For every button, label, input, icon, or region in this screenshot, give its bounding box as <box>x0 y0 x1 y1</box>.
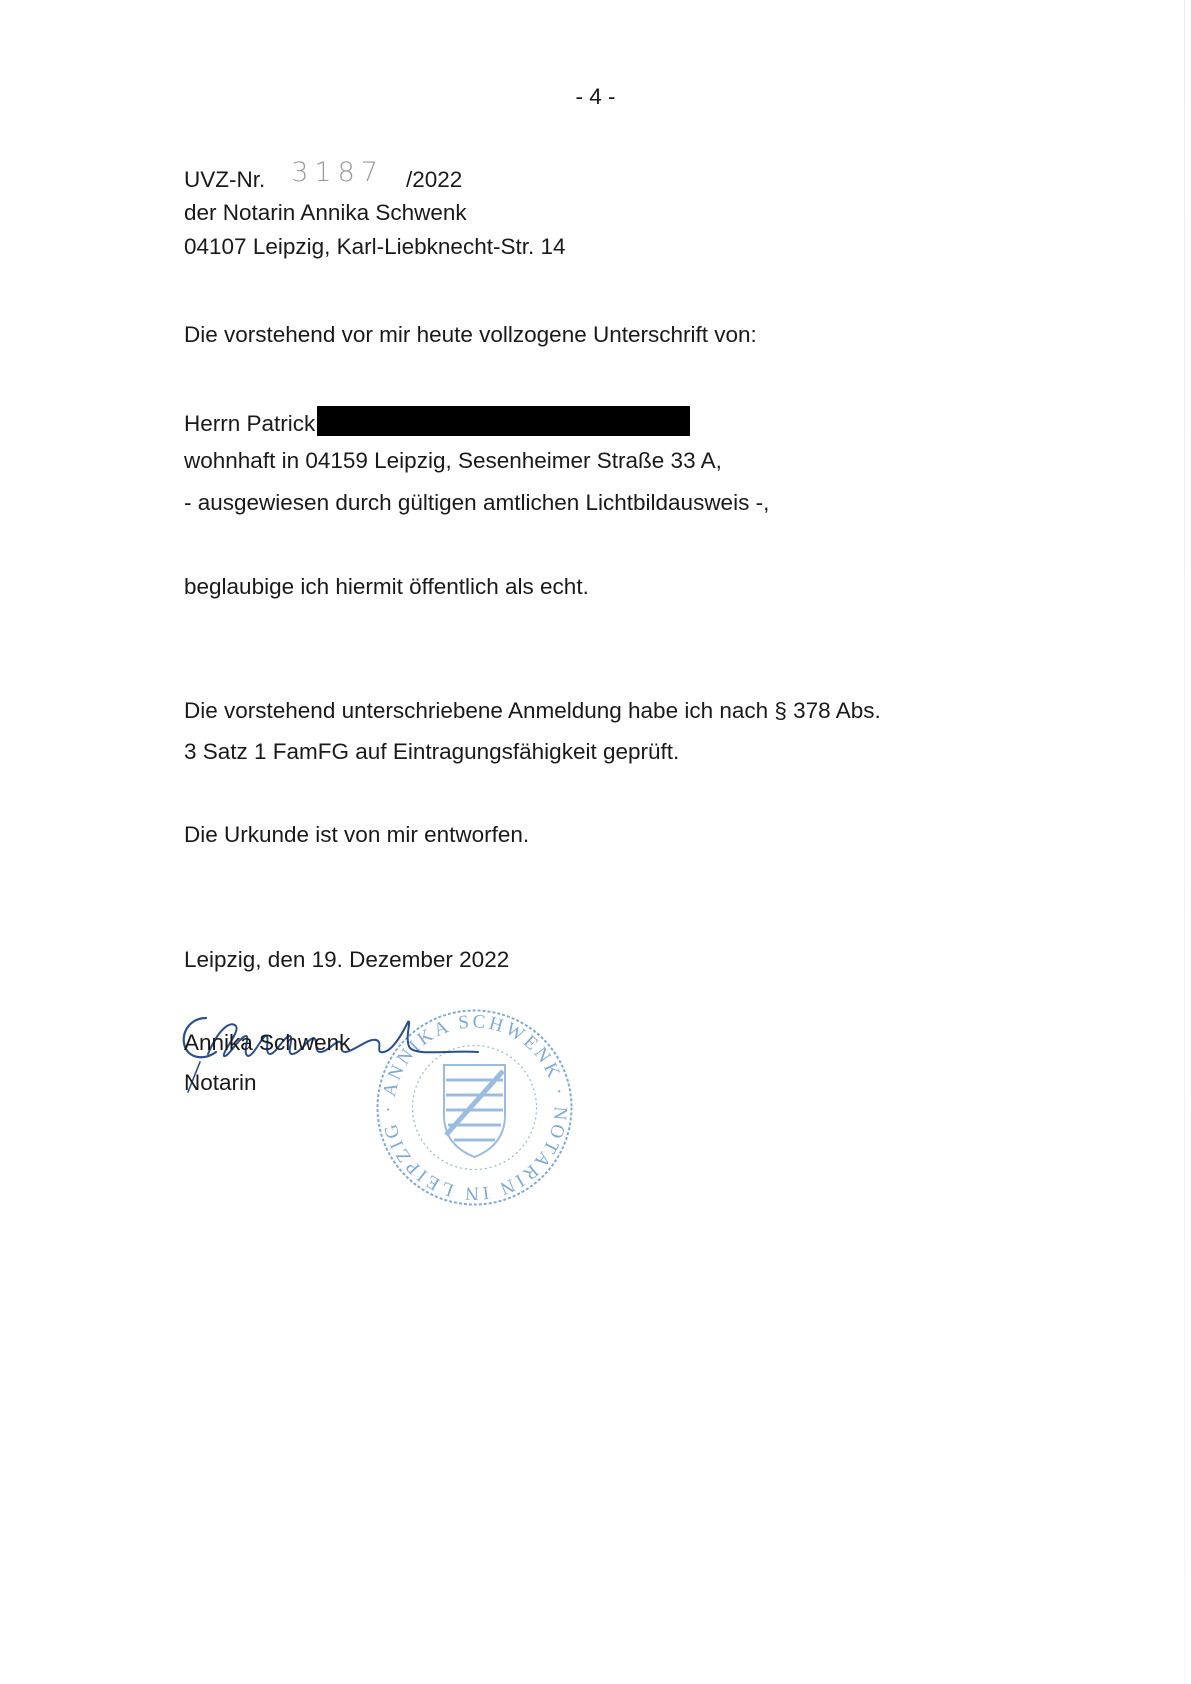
signatory-title: Notarin <box>184 1070 257 1095</box>
intro-paragraph: Die vorstehend vor mir heute vollzogene Unterschrift von: <box>184 322 757 347</box>
certification-line: beglaubige ich hiermit öffentlich als echt. <box>184 574 589 599</box>
uvz-year: /2022 <box>405 167 463 192</box>
scan-edge <box>1184 0 1185 1684</box>
uvz-line <box>184 157 463 194</box>
place-date: Leipzig, den 19. Dezember 2022 <box>184 947 510 972</box>
redaction-bar <box>317 406 690 436</box>
uvz-label: UVZ-Nr. <box>184 167 266 192</box>
address-line: 04107 Leipzig, Karl-Liebknecht-Str. 14 <box>184 234 566 259</box>
review-line-1: Die vorstehend unterschriebene Anmeldung habe ich nach § 378 Abs. <box>184 698 881 723</box>
drafted-line: Die Urkunde ist von mir entworfen. <box>184 822 530 847</box>
uvz-number: 3187 <box>291 157 384 188</box>
page-number: - 4 - <box>575 84 616 109</box>
notary-line: der Notarin Annika Schwenk <box>184 200 467 225</box>
signer-line <box>184 406 690 437</box>
signatory-name: Annika Schwenk <box>184 1030 351 1055</box>
residence-line: wohnhaft in 04159 Leipzig, Sesenheimer Straße 33 A, <box>184 448 722 473</box>
review-line-2: 3 Satz 1 FamFG auf Eintragungsfähigkeit geprüft. <box>184 739 680 764</box>
seal-text-path: ANNIKA SCHWENK · NOTARIN IN LEIPZIG · <box>378 1011 571 1204</box>
signer-name: Herrn Patrick <box>184 411 316 436</box>
identification-line: - ausgewiesen durch gültigen amtlichen Lichtbildausweis -, <box>184 490 770 515</box>
